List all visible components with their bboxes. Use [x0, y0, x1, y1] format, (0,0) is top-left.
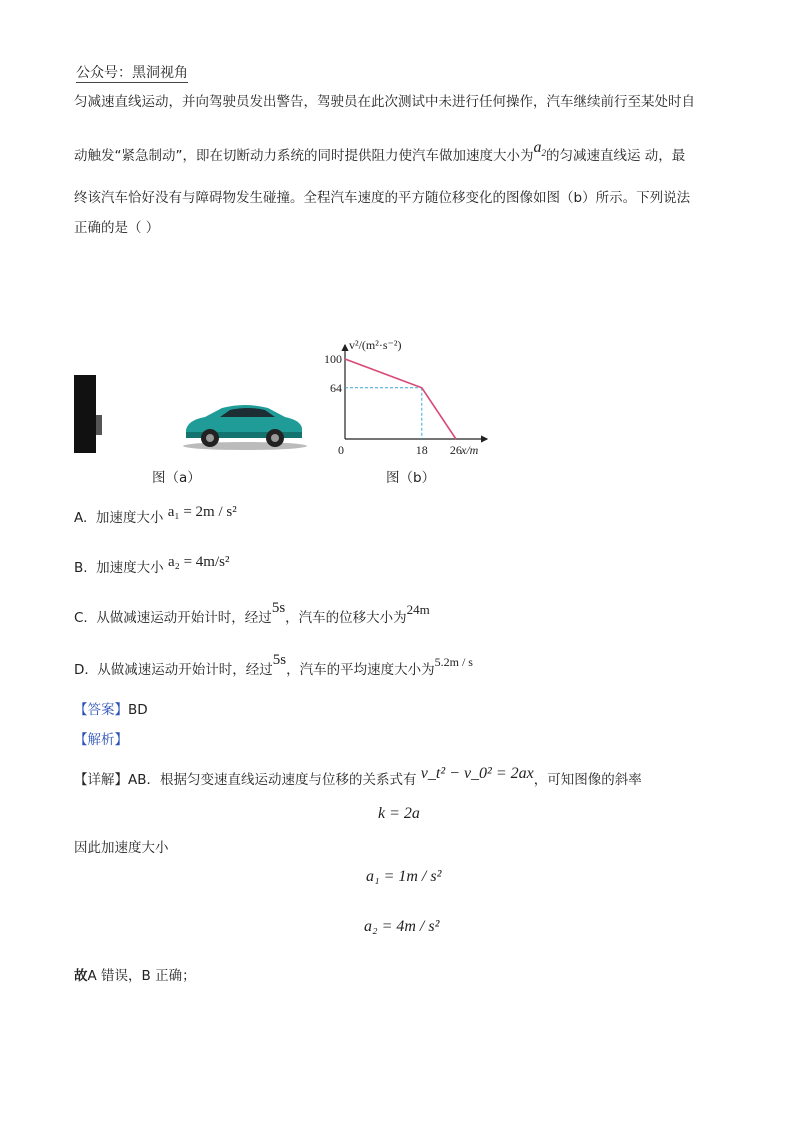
option-a: A. 加速度大小 a₁ = 2m / s² — [74, 504, 237, 526]
question-line-4: 正确的是（ ） — [74, 220, 160, 236]
x-tick-18: 18 — [415, 443, 428, 457]
watermark: 公众号：黑洞视角 — [76, 62, 188, 83]
eq-a2: a₂ = 4m / s² — [364, 918, 440, 935]
answer-value: BD — [128, 702, 148, 718]
option-c-value: 24m — [406, 602, 430, 617]
option-c: C. 从做减速运动开始计时，经过5s，汽车的位移大小为24m — [74, 600, 430, 626]
figure-a-caption: 图（a） — [152, 470, 201, 486]
analysis-heading: 【解析】 — [74, 732, 128, 748]
option-d-value: 5.2m / s — [434, 655, 473, 669]
answer-tag: 【答案】 — [74, 702, 128, 718]
y-axis-label: v²/(m²·s⁻²) — [349, 338, 402, 352]
question-line-1: 匀减速直线运动，并向驾驶员发出警告，驾驶员在此次测试中未进行任何操作，汽车继续前行至某处时自 — [74, 94, 695, 110]
eq-a1: a₁ = 1m / s² — [366, 868, 442, 885]
series-line — [345, 359, 456, 439]
option-d: D. 从做减速运动开始计时，经过5s，汽车的平均速度大小为5.2m / s — [74, 652, 473, 678]
var-a2: $a_2$ — [533, 139, 546, 159]
origin-label: 0 — [338, 443, 344, 457]
figure-a — [70, 370, 320, 460]
detail-formula: v_t² − v_0² = 2ax — [420, 765, 534, 782]
option-d-time: 5s — [272, 652, 287, 668]
detail-tag: 【详解】 — [74, 772, 128, 788]
option-b-formula: a₂ = 4m/s² — [167, 554, 230, 570]
car-icon — [183, 405, 307, 450]
question-line-3: 终该汽车恰好没有与障碍物发生碰撞。全程汽车速度的平方随位移变化的图像如图（b）所示。下列说法 — [74, 190, 691, 206]
figure-b-chart — [318, 335, 498, 465]
therefore-line: 因此加速度大小 — [74, 840, 169, 856]
y-tick-100: 100 — [324, 352, 342, 366]
figure-b-caption: 图（b） — [386, 470, 436, 486]
answer — [74, 700, 148, 720]
detail-line: 【详解】AB．根据匀变速直线运动速度与位移的关系式有 v_t² − v_0² = 2ax，可知图像的斜率 — [74, 765, 642, 788]
wall-obstacle — [74, 375, 96, 453]
question-line-2: 动触发“紧急制动”，即在切断动力系统的同时提供阻力使汽车做加速度大小为$a_2$的匀减速直线运 动，最 — [74, 139, 686, 164]
option-a-formula: a₁ = 2m / s² — [167, 504, 237, 520]
option-b: B. 加速度大小 a₂ = 4m/s² — [74, 554, 230, 576]
y-tick-64: 64 — [330, 380, 342, 395]
x-tick-26: 26 — [449, 443, 462, 457]
option-c-time: 5s — [271, 600, 286, 616]
eq-k: k = 2a — [378, 805, 420, 822]
conclusion: 故A 错误，B 正确； — [74, 968, 196, 984]
wall-sensor — [96, 415, 102, 435]
x-axis-label: x/m — [461, 443, 479, 457]
